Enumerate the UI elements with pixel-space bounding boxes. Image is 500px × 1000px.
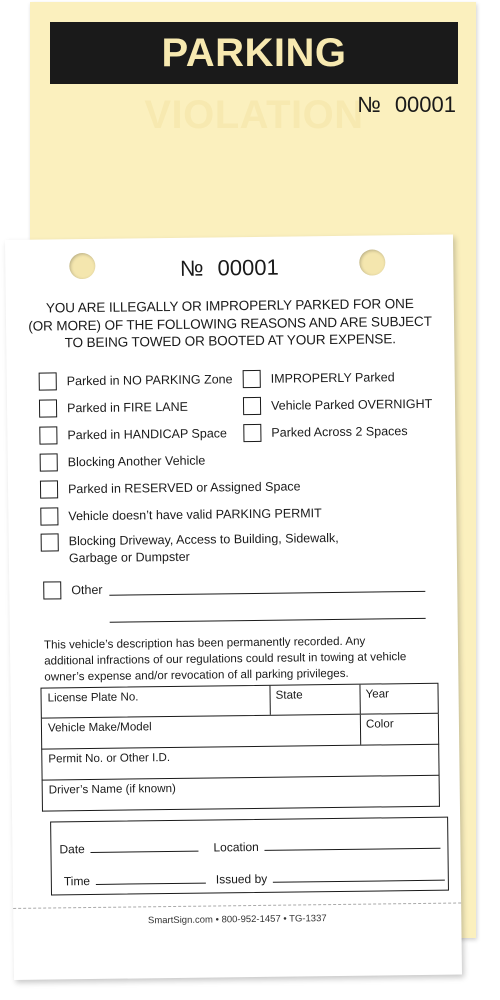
notice-line: TO BEING TOWED OR BOOTED AT YOUR EXPENSE. <box>64 331 396 351</box>
reason-label: Parked Across 2 Spaces <box>271 424 408 440</box>
number-sign: № <box>179 255 204 281</box>
perforation-line <box>13 902 461 908</box>
issued-by-line[interactable] <box>273 879 445 883</box>
reason-label: Parked in RESERVED or Assigned Space <box>67 479 301 497</box>
description-line: additional infractions of our regulations could result in towing at vehicle <box>44 650 407 668</box>
issuance-box <box>50 817 449 896</box>
issued-by-label: Issued by <box>215 871 268 887</box>
reason-no-permit[interactable] <box>40 504 322 525</box>
tag-serial-number <box>5 253 453 284</box>
location-line[interactable] <box>265 847 441 851</box>
violation-tag <box>5 235 462 980</box>
publisher-footer: SmartSign.com • 800-952-1457 • TG-1337 <box>147 913 327 927</box>
reason-label: Parked in FIRE LANE <box>66 399 189 416</box>
notice-line: YOU ARE ILLEGALLY OR IMPROPERLY PARKED FOR ONE <box>45 296 414 316</box>
checkbox[interactable] <box>43 581 61 599</box>
checkbox[interactable] <box>40 507 58 525</box>
grid-row <box>41 745 439 781</box>
reason-reserved-space[interactable] <box>40 477 301 498</box>
time-label: Time <box>63 874 91 889</box>
permit-field[interactable]: Permit No. or Other I.D. <box>48 751 171 766</box>
checkbox[interactable] <box>40 480 58 498</box>
reason-label: Other <box>71 582 103 598</box>
date-line[interactable] <box>91 850 199 853</box>
reason-overnight[interactable] <box>243 395 432 415</box>
checkbox[interactable] <box>39 426 57 444</box>
reason-label: Vehicle doesn’t have valid PARKING PERMIT <box>68 506 322 524</box>
description-line: This vehicle’s description has been permanently recorded. Any <box>43 634 366 652</box>
reason-other[interactable] <box>43 581 102 600</box>
color-field[interactable]: Color <box>365 717 394 731</box>
driver-name-field[interactable]: Driver’s Name (if known) <box>48 781 176 797</box>
license-plate-field[interactable]: License Plate No. <box>47 690 139 705</box>
grid-row <box>40 683 438 719</box>
checkbox[interactable] <box>243 397 261 415</box>
year-field[interactable]: Year <box>365 687 390 701</box>
reason-label: Parked in HANDICAP Space <box>67 426 228 443</box>
vehicle-info-grid <box>40 683 439 812</box>
other-reason-line[interactable] <box>109 591 425 596</box>
notice-line: (OR MORE) OF THE FOLLOWING REASONS AND ARE SUBJECT <box>28 313 432 334</box>
notice-text <box>26 295 435 352</box>
description-notice <box>44 633 445 686</box>
back-serial-number <box>357 92 456 118</box>
reason-no-parking[interactable] <box>39 370 233 390</box>
time-field[interactable] <box>64 873 206 889</box>
checkbox[interactable] <box>243 424 261 442</box>
grid-row <box>42 776 440 812</box>
reason-label: Blocking Another Vehicle <box>67 453 206 470</box>
issued-by-field[interactable] <box>216 870 446 887</box>
reason-label: Parked in NO PARKING Zone <box>66 372 233 389</box>
other-reason-line[interactable] <box>110 618 426 623</box>
date-field[interactable] <box>59 841 199 857</box>
serial-value: 00001 <box>394 92 456 117</box>
reason-two-spaces[interactable] <box>243 422 407 442</box>
checkbox[interactable] <box>39 372 57 390</box>
location-field[interactable] <box>213 838 441 855</box>
checkbox[interactable] <box>41 533 59 551</box>
reason-improperly-parked[interactable] <box>243 368 395 388</box>
reason-blocking-driveway[interactable] <box>41 530 369 568</box>
grid-row <box>41 714 439 750</box>
reason-blocking-vehicle[interactable] <box>40 452 206 472</box>
violation-title-banner: PARKING VIOLATION <box>50 22 458 84</box>
location-label: Location <box>213 839 259 855</box>
checkbox[interactable] <box>40 453 58 471</box>
reason-label: Blocking Driveway, Access to Building, Sidewalk, Garbage or Dumpster <box>68 530 339 566</box>
reason-handicap[interactable] <box>39 424 227 444</box>
reason-label: Vehicle Parked OVERNIGHT <box>270 396 433 413</box>
time-line[interactable] <box>96 882 206 885</box>
make-model-field[interactable]: Vehicle Make/Model <box>47 720 152 735</box>
number-sign: № <box>357 92 381 117</box>
serial-value: 00001 <box>217 254 279 281</box>
checkbox[interactable] <box>39 399 57 417</box>
description-line: owner’s expense and/or revocation of all parking privileges. <box>44 666 349 684</box>
reason-fire-lane[interactable] <box>39 398 188 418</box>
date-label: Date <box>59 842 85 857</box>
checkbox[interactable] <box>243 370 261 388</box>
state-field[interactable]: State <box>275 688 303 702</box>
reason-label: IMPROPERLY Parked <box>270 370 395 386</box>
